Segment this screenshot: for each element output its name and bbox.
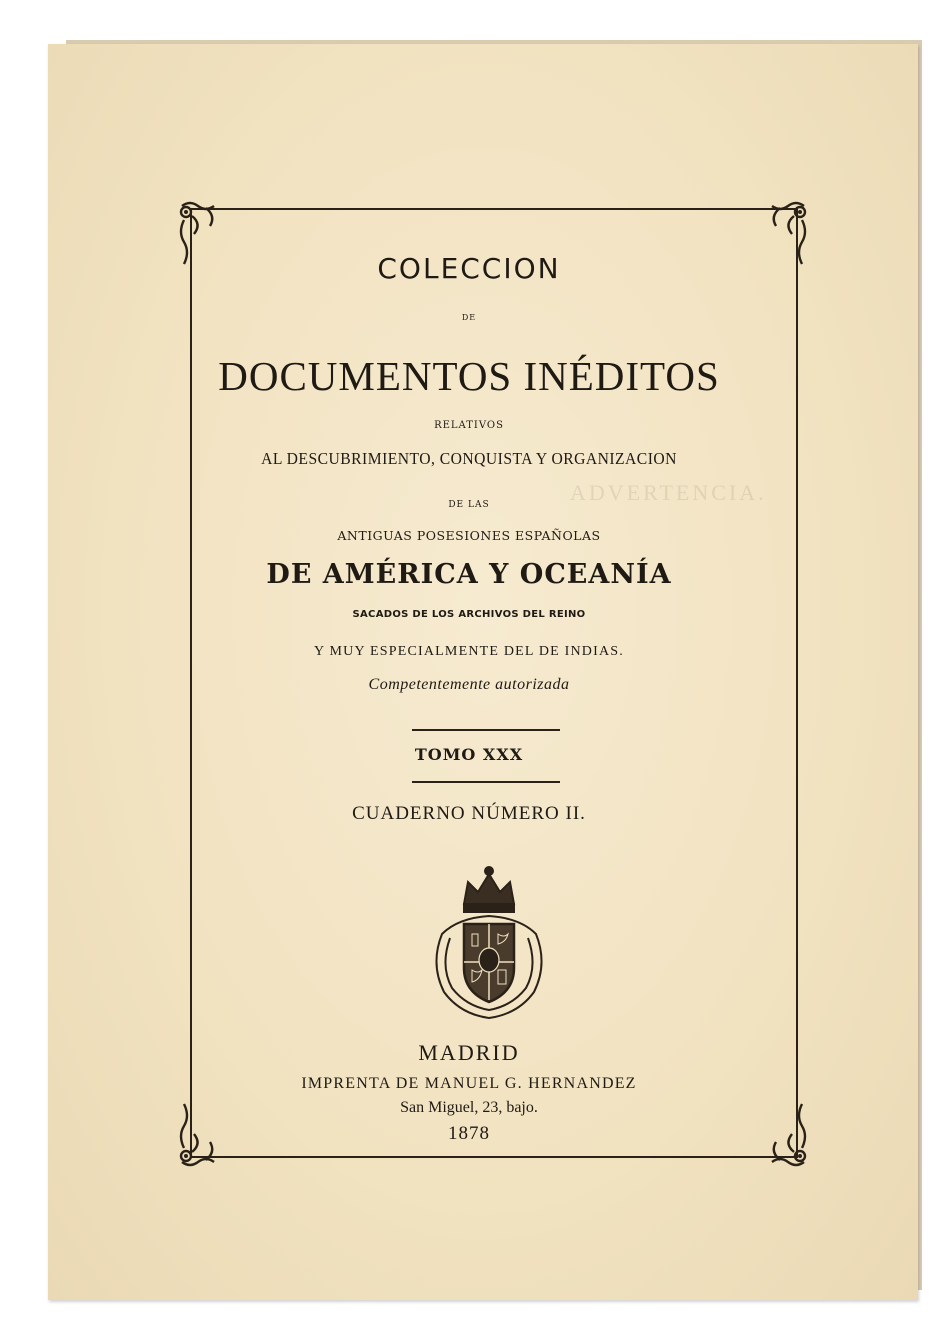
muy-especialmente-line: Y MUY ESPECIALMENTE DEL DE INDIAS.: [314, 644, 624, 659]
connector-de: DE: [461, 313, 477, 322]
printer-line: IMPRENTA DE MANUEL G. HERNANDEZ: [301, 1075, 637, 1092]
region-heading: DE AMÉRICA Y OCEANÍA: [266, 559, 672, 590]
publication-year: 1878: [448, 1123, 490, 1144]
divider-rule: [412, 729, 560, 731]
tomo-label: TOMO XXX: [414, 745, 524, 764]
relativos-label: RELATIVOS: [434, 420, 504, 431]
divider-rule: [412, 781, 560, 783]
competentemente-autorizada: Competentemente autorizada: [368, 676, 570, 693]
antiguas-posesiones: ANTIGUAS POSESIONES ESPAÑOLAS: [337, 528, 601, 543]
subject-line: AL DESCUBRIMIENTO, CONQUISTA Y ORGANIZACION: [261, 449, 677, 468]
address-line: San Miguel, 23, bajo.: [400, 1099, 538, 1116]
title-documentos-ineditos: DOCUMENTOS INÉDITOS: [218, 353, 720, 399]
cuaderno-label: CUADERNO NÚMERO II.: [352, 803, 586, 824]
title-coleccion: COLECCION: [377, 252, 561, 285]
de-las-label: DE LAS: [448, 500, 490, 510]
royal-coat-of-arms-icon: [420, 864, 558, 1022]
sacados-line: SACADOS DE LOS ARCHIVOS DEL REINO: [352, 609, 586, 620]
city-madrid: MADRID: [418, 1040, 520, 1065]
show-through-text: ADVERTENCIA.: [570, 480, 767, 505]
